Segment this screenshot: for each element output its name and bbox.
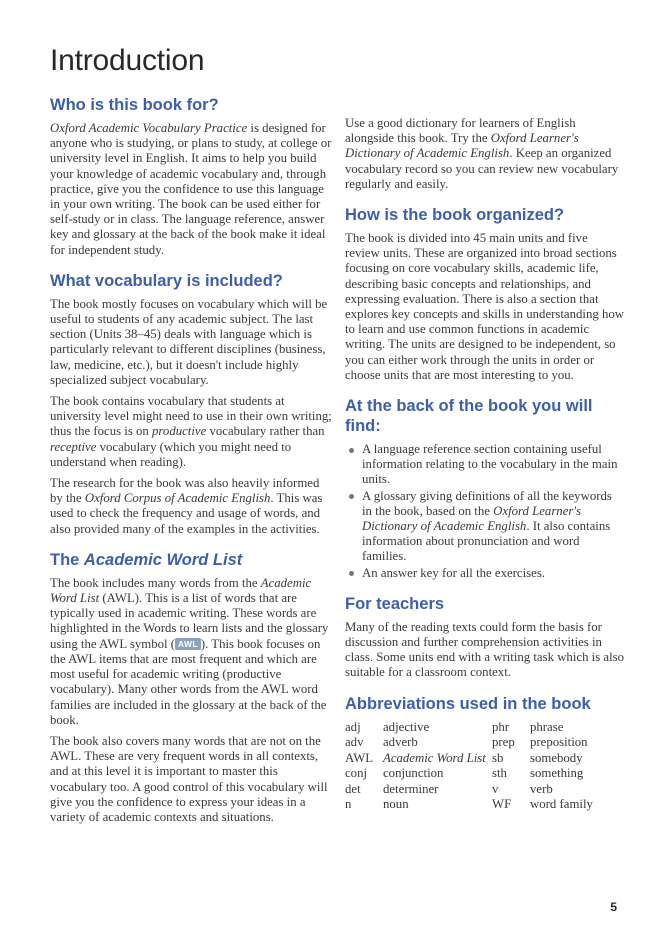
section-heading: What vocabulary is included?: [50, 271, 283, 290]
abbreviation: WF: [492, 797, 512, 812]
bullet-item: A glossary giving definitions of all the keywords in the book, based on the Oxford Learner's Dictionary of Academic English. It also contains information about pronunciation and word families.: [345, 489, 625, 565]
section-what-vocabulary-is-included: [50, 271, 332, 537]
section-heading: For teachers: [345, 594, 445, 613]
abbreviation: n: [345, 797, 352, 812]
abbreviation-row: [345, 782, 492, 798]
abbreviation-row: [492, 766, 625, 782]
right-column: [345, 95, 625, 831]
abbreviation-term: verb: [530, 781, 553, 796]
paragraph: Many of the reading texts could form the basis for discussion and further comprehension activities in class. Some units end with a writing task which is also suitable for a classroom context.: [345, 619, 625, 680]
page-number: 5: [610, 900, 617, 914]
section-heading: How is the book organized?: [345, 206, 565, 225]
abbreviation: sth: [492, 766, 507, 781]
abbreviation-row: [345, 735, 492, 751]
section-who-is-this-book-for: [50, 95, 332, 258]
section-heading: At the back of the book you will find:: [345, 397, 593, 436]
abbreviation-term: determiner: [383, 781, 439, 796]
abbreviations-table: [345, 720, 625, 813]
abbreviation-row: [492, 782, 625, 798]
section-heading: Who is this book for?: [50, 96, 219, 114]
abbreviation-term: phrase: [530, 719, 564, 734]
abbreviation: conj: [345, 766, 368, 781]
two-column-layout: [50, 95, 625, 831]
abbreviation-term: conjunction: [383, 766, 444, 781]
left-column: [50, 95, 332, 831]
section-abbreviations: [345, 694, 625, 813]
abbreviation: sb: [492, 750, 504, 765]
abbreviations-column-right: [492, 720, 625, 813]
abbreviation-term: word family: [530, 797, 593, 812]
abbreviation-row: [492, 720, 625, 736]
section-heading: The Academic Word List: [50, 550, 243, 569]
page-title: Introduction: [50, 44, 205, 77]
paragraph: The book also covers many words that are not on the AWL. These are very frequent words in all contexts, and at this level it is important to master this vocabulary too. A good control of this vocabulary will give you the confidence to express your ideas in a variety of academic contexts and situations.: [50, 733, 328, 824]
abbreviation: adv: [345, 735, 364, 750]
abbreviation: v: [492, 781, 499, 796]
abbreviation-term: noun: [383, 797, 409, 812]
abbreviations-column-left: [345, 720, 492, 813]
paragraph: The research for the book was also heavily informed by the Oxford Corpus of Academic English. This was used to check the frequency and usage of words, and also provided many of the examples in the activities.: [50, 476, 323, 536]
paragraph: The book contains vocabulary that students at university level might need to use in their own writing; thus the focus is on productive vocabulary rather than receptive vocabulary (which you might need to understand when reading).: [50, 394, 332, 469]
paragraph: Oxford Academic Vocabulary Practice is designed for anyone who is studying, or plans to study, at college or university level in English. It aims to help you build your knowledge of academic vocabulary and, through practice, give you the confidence to use this language in your own writing. The book can be used either for self-study or in class. The language reference, answer key and glossary at the back of the book make it ideal for independent study.: [50, 121, 332, 257]
abbreviation-row: [492, 751, 625, 767]
abbreviation-row: [492, 735, 625, 751]
abbreviation: adj: [345, 719, 361, 734]
abbreviation: phr: [492, 719, 510, 734]
abbreviation-row: [345, 751, 492, 767]
back-of-book-list: [345, 442, 625, 581]
abbreviation-term: Academic Word List: [383, 750, 486, 765]
section-heading: Abbreviations used in the book: [345, 694, 591, 713]
section-back-of-book: [345, 396, 625, 581]
bullet-item: A language reference section containing useful information relating to the vocabulary in the main units.: [345, 442, 625, 488]
abbreviation-term: preposition: [530, 735, 588, 750]
bullet-item: An answer key for all the exercises.: [345, 566, 625, 581]
abbreviation-term: something: [530, 766, 584, 781]
paragraph-dictionary-advice: Use a good dictionary for learners of English alongside this book. Try the Oxford Learner's Dictionary of Academic English. Keep an organized vocabulary record so you can review new vocabulary regularly and easily.: [345, 116, 619, 191]
abbreviation-row: [345, 797, 492, 813]
abbreviation-term: adjective: [383, 719, 430, 734]
abbreviation-row: [345, 720, 492, 736]
abbreviation-term: adverb: [383, 735, 418, 750]
section-academic-word-list: [50, 550, 332, 825]
paragraph: The book is divided into 45 main units and five review units. These are organized into broad sections focusing on core vocabulary skills, academic life, describing basic concepts and relationships, and expressing evaluation. There is also a section that explores key concepts and skills in understanding how to learn and use common functions in academic writing. The units are designed to be independent, so you can either work through the units in order or choose units that are most interesting to you.: [345, 231, 624, 382]
abbreviation: AWL: [345, 750, 374, 765]
section-for-teachers: [345, 594, 625, 681]
abbreviation-term: somebody: [530, 750, 583, 765]
paragraph: The book includes many words from the Academic Word List (AWL). This is a list of words that are typically used in academic writing. These words are highlighted in the Words to learn lists and the glossary using the AWL symbol ( AWL ). This book focuses on the AWL items that are most frequent and which are most useful for academic writing (productive vocabulary). Many other words from the AWL word families are included in the glossary at the back of the book.: [50, 575, 329, 727]
abbreviation-row: [492, 797, 625, 813]
abbreviation: det: [345, 781, 361, 796]
section-how-is-book-organized: [345, 205, 625, 383]
abbreviation: prep: [492, 735, 515, 750]
awl-symbol-badge: AWL: [175, 638, 201, 650]
abbreviation-row: [345, 766, 492, 782]
paragraph: The book mostly focuses on vocabulary which will be useful to students of any academic subject. The last section (Units 38–45) deals with language which is particularly relevant to different disciplines (business, law, medicine, etc.), but it doesn't include highly specialized subject vocabulary.: [50, 296, 328, 387]
